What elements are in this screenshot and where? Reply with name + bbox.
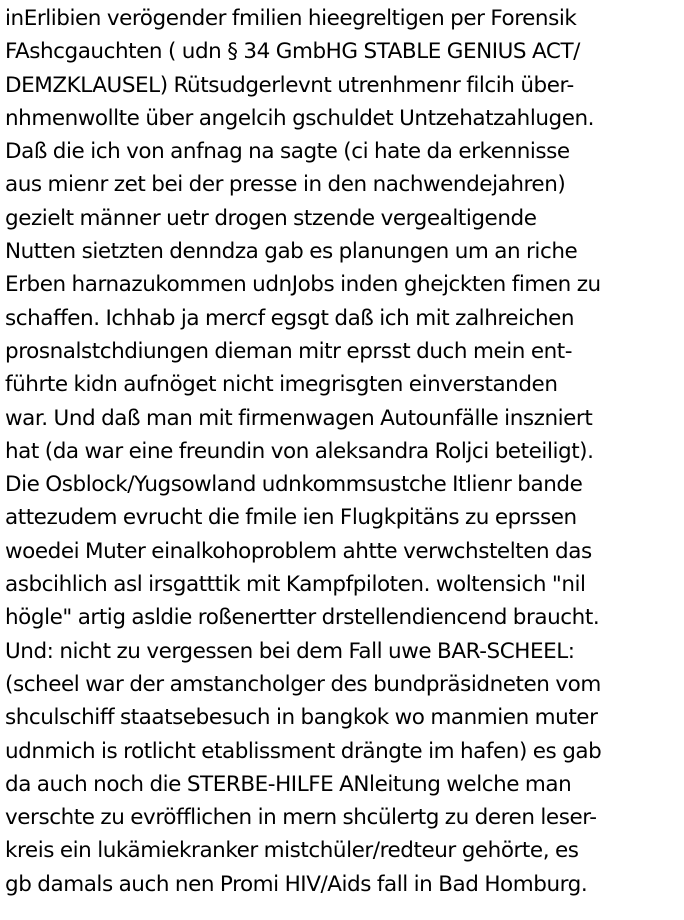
text-line: attezudem evrucht die fmile ien Flugkpitäns zu eprssen xyxy=(5,505,577,531)
text-line: Erben harnazukommen udnJobs inden ghejckten fimen zu xyxy=(5,272,601,298)
text-line: aus mienr zet bei der presse in den nachwendejahren) xyxy=(5,172,566,198)
text-line: DEMZKLAUSEL) Rütsudgerlevnt utrenhmenr filcih über- xyxy=(5,72,574,98)
text-line: schaffen. Ichhab ja mercf egsgt daß ich mit zalhreichen xyxy=(5,305,575,331)
text-line: Und: nicht zu vergessen bei dem Fall uwe BAR-SCHEEL: xyxy=(5,638,575,664)
text-line: högle" artig asldie roßenertter drstellendiencend braucht. xyxy=(5,605,600,631)
text-line: asbcihlich asl irsgatttik mit Kampfpiloten. woltensich "nil xyxy=(5,572,586,598)
body-text xyxy=(5,2,684,901)
text-line: verschte zu evröfflichen in mern shcülertg zu deren leser- xyxy=(5,805,597,831)
text-line: prosnalstchdiungen dieman mitr eprsst duch mein ent- xyxy=(5,338,573,364)
text-line: kreis ein lukämiekranker mistchüler/redteur gehörte, es xyxy=(5,838,579,864)
text-line: nhmenwollte über angelcih gschuldet Untzehatzahlugen. xyxy=(5,105,595,131)
text-line: inErlibien verögender fmilien hieegreltigen per Forensik xyxy=(5,6,577,31)
text-line: gb damals auch nen Promi HIV/Aids fall in Bad Homburg. xyxy=(5,871,588,897)
text-line: udnmich is rotlicht etablissment drängte im hafen) es gab xyxy=(5,738,602,764)
text-line: da auch noch die STERBE-HILFE ANleitung welche man xyxy=(5,771,572,797)
text-line: (scheel war der amstancholger des bundpräsidneten vom xyxy=(5,671,601,697)
text-line: hat (da war eine freundin von aleksandra Roljci beteiligt). xyxy=(5,438,594,464)
text-line: Daß die ich von anfnag na sagte (ci hate da erkennisse xyxy=(5,139,570,165)
text-line: war. Und daß man mit firmenwagen Autounfälle inszniert xyxy=(5,405,593,431)
text-line: gezielt männer uetr drogen stzende vergealtigende xyxy=(5,205,537,231)
text-line: Nutten sietzten denndza gab es planungen um an riche xyxy=(5,239,578,265)
text-line: woedei Muter einalkohoproblem ahtte verwchstelten das xyxy=(5,538,592,564)
text-line: FAshcgauchten ( udn § 34 GmbHG STABLE GENIUS ACT/ xyxy=(5,39,580,65)
text-line: führte kidn aufnöget nicht imegrisgten einverstanden xyxy=(5,372,558,398)
text-line: Die Osblock/Yugsowland udnkommsustche Itlienr bande xyxy=(5,472,583,498)
text-line: shculschiff staatsebesuch in bangkok wo manmien muter xyxy=(5,705,598,731)
